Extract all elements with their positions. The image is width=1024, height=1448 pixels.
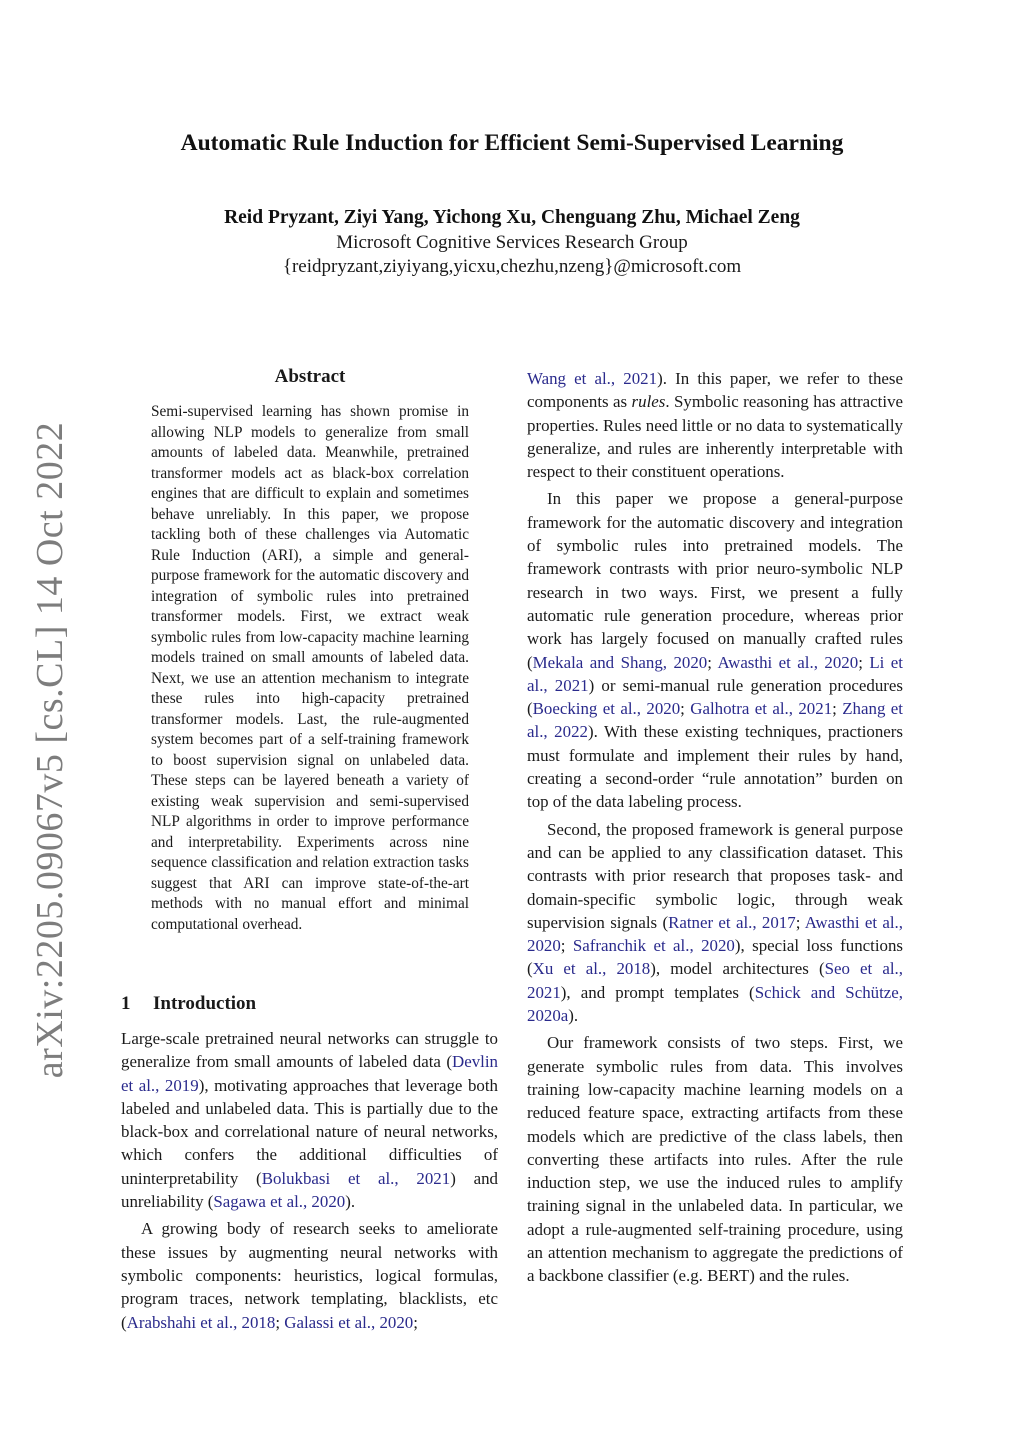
left-column bbox=[121, 1027, 498, 1334]
author-emails: {reidpryzant,ziyiyang,yicxu,chezhu,nzeng}@microsoft.com bbox=[282, 256, 742, 277]
arxiv-sidebar bbox=[20, 420, 80, 1080]
citation-link[interactable]: Safranchik et al., 2020 bbox=[572, 936, 735, 956]
text-run: ; bbox=[795, 912, 805, 932]
citation-link[interactable]: Zhang et al., 2022 bbox=[527, 699, 903, 742]
citation-link[interactable]: Schick and Schütze, 2020a bbox=[527, 982, 903, 1026]
citation-link[interactable]: Li et al., 2021 bbox=[527, 652, 903, 695]
citation-link[interactable]: Ratner et al., 2017 bbox=[668, 912, 796, 932]
affiliation: Microsoft Cognitive Services Research Group bbox=[336, 232, 688, 253]
citation-link[interactable]: Devlin et al., 2019 bbox=[121, 1052, 498, 1095]
citation-link[interactable]: Xu et al., 2018 bbox=[532, 959, 651, 979]
text-run: . Symbolic reasoning has attractive properties. Rules need little or no data to systematically generalize, and rules are inherently interpretable with respect to their constituent operations. bbox=[527, 392, 904, 482]
text-run: ). bbox=[568, 1006, 579, 1026]
section-title: Introduction bbox=[153, 993, 257, 1014]
text-run: Second, the proposed framework is general purpose and can be applied to any classification dataset. This contrasts with prior research that proposes task- and domain-specific symbolic logic, through weak supervision signals ( bbox=[527, 819, 903, 932]
author-list: Reid Pryzant, Ziyi Yang, Yichong Xu, Chenguang Zhu, Michael Zeng bbox=[224, 207, 800, 228]
citation-link[interactable]: Galhotra et al., 2021 bbox=[690, 699, 833, 719]
intro-paragraph-3 bbox=[527, 487, 903, 813]
citation-link[interactable]: Seo et al., 2021 bbox=[527, 959, 904, 1002]
text-run: In this paper we propose a general-purpose framework for the automatic discovery and integration of symbolic rules into pretrained models. The framework contrasts with prior neuro-symbolic NLP research in two ways. First, we present a fully automatic rule generation procedure, whereas prior work has largely focused on manually crafted rules ( bbox=[527, 489, 903, 672]
citation-link[interactable]: Galassi et al., 2020 bbox=[284, 1312, 414, 1332]
text-run: ). With these existing techniques, practioners must formulate and implement their rules by hand, creating a second-order “rule annotation” burden on top of the data labeling process. bbox=[527, 722, 903, 812]
text-run: ; bbox=[275, 1312, 285, 1332]
emphasis-rules: rules bbox=[631, 392, 666, 412]
citation-link[interactable]: Bolukbasi et al., 2021 bbox=[261, 1168, 451, 1188]
section-heading-introduction bbox=[121, 993, 256, 1015]
text-run: ), motivating approaches that leverage both labeled and unlabeled data. This is partially due to the black-box and correlational nature of neural networks, which confers the additional difficulties of uninterpretability ( bbox=[121, 1075, 498, 1188]
citation-link[interactable]: Awasthi et al., 2020 bbox=[717, 652, 859, 672]
text-run: ) and unreliability ( bbox=[121, 1168, 498, 1212]
text-run: ; bbox=[707, 652, 718, 672]
text-run: ; bbox=[832, 699, 843, 719]
text-run: ; bbox=[858, 652, 870, 672]
citation-link[interactable]: Mekala and Shang, 2020 bbox=[532, 652, 708, 672]
text-run: ) or semi-manual rule generation procedures ( bbox=[527, 675, 904, 719]
text-run: ; bbox=[680, 699, 691, 719]
intro-paragraph-2 bbox=[121, 1217, 498, 1333]
intro-paragraph-4 bbox=[527, 818, 903, 1028]
intro-paragraph-2-continued bbox=[527, 367, 903, 483]
text-run: ). bbox=[345, 1192, 356, 1212]
text-run: ), special loss functions ( bbox=[527, 936, 904, 979]
citation-link[interactable]: Arabshahi et al., 2018 bbox=[126, 1312, 276, 1332]
text-run: ), model architectures ( bbox=[650, 959, 825, 979]
abstract-heading: Abstract bbox=[274, 366, 346, 387]
citation-link[interactable]: Boecking et al., 2020 bbox=[532, 699, 681, 719]
intro-paragraph-5: Our framework consists of two steps. First, we generate symbolic rules from data. This involves training low-capacity machine learning models on a reduced feature space, extracting artifacts from these models which are predictive of the class labels, then converting these artifacts into rules. After the rule induction step, we use the induced rules to amplify training signal in the unlabeled data. In particular, we adopt a rule-augmented self-training procedure, using an attention mechanism to aggregate the predictions of a backbone classifier (e.g. BERT) and the rules. bbox=[527, 1033, 903, 1286]
right-column bbox=[527, 367, 903, 1288]
paper-title: Automatic Rule Induction for Efficient Semi-Supervised Learning bbox=[180, 130, 844, 156]
citation-link[interactable]: Awasthi et al., 2020 bbox=[527, 912, 904, 956]
text-run: A growing body of research seeks to ameliorate these issues by augmenting neural networks with symbolic components: heuristics, logical formulas, program traces, network templating, blacklists, etc ( bbox=[121, 1219, 498, 1332]
text-run: Large-scale pretrained neural networks can struggle to generalize from small amounts of labeled data ( bbox=[121, 1029, 498, 1072]
text-run: ; bbox=[413, 1312, 418, 1332]
section-number: 1 bbox=[121, 993, 131, 1014]
text-run: ; bbox=[560, 936, 573, 956]
citation-link[interactable]: Wang et al., 2021 bbox=[527, 369, 658, 388]
arxiv-identifier: arXiv:2205.09067v5 [cs.CL] 14 Oct 2022 bbox=[29, 421, 71, 1079]
intro-paragraph-1 bbox=[121, 1027, 498, 1213]
text-run: ), and prompt templates ( bbox=[560, 982, 755, 1002]
text-run: ). In this paper, we refer to these components as bbox=[527, 369, 903, 412]
citation-link[interactable]: Sagawa et al., 2020 bbox=[213, 1192, 346, 1212]
abstract-text: Semi-supervised learning has shown promise in allowing NLP models to generalize from small amounts of labeled data. Meanwhile, pretrained transformer models act as black-box correlation engines that are difficult to explain and sometimes behave unreliably. In this paper, we propose tackling both of these challenges via Automatic Rule Induction (ARI), a simple and general-purpose framework for the automatic discovery and integration of symbolic rules into pretrained transformer models. First, we extract weak symbolic rules from low-capacity machine learning models trained on small amounts of labeled data. Next, we use an attention mechanism to integrate these rules into high-capacity pretrained transformer models. Last, the rule-augmented system becomes part of a self-training framework to boost supervision signal on unlabeled data. These steps can be layered beneath a variety of existing weak supervision and semi-supervised NLP algorithms in order to improve performance and interpretability. Experiments across nine sequence classification and relation extraction tasks suggest that ARI can improve state-of-the-art methods with no manual effort and minimal computational overhead. bbox=[151, 403, 469, 933]
